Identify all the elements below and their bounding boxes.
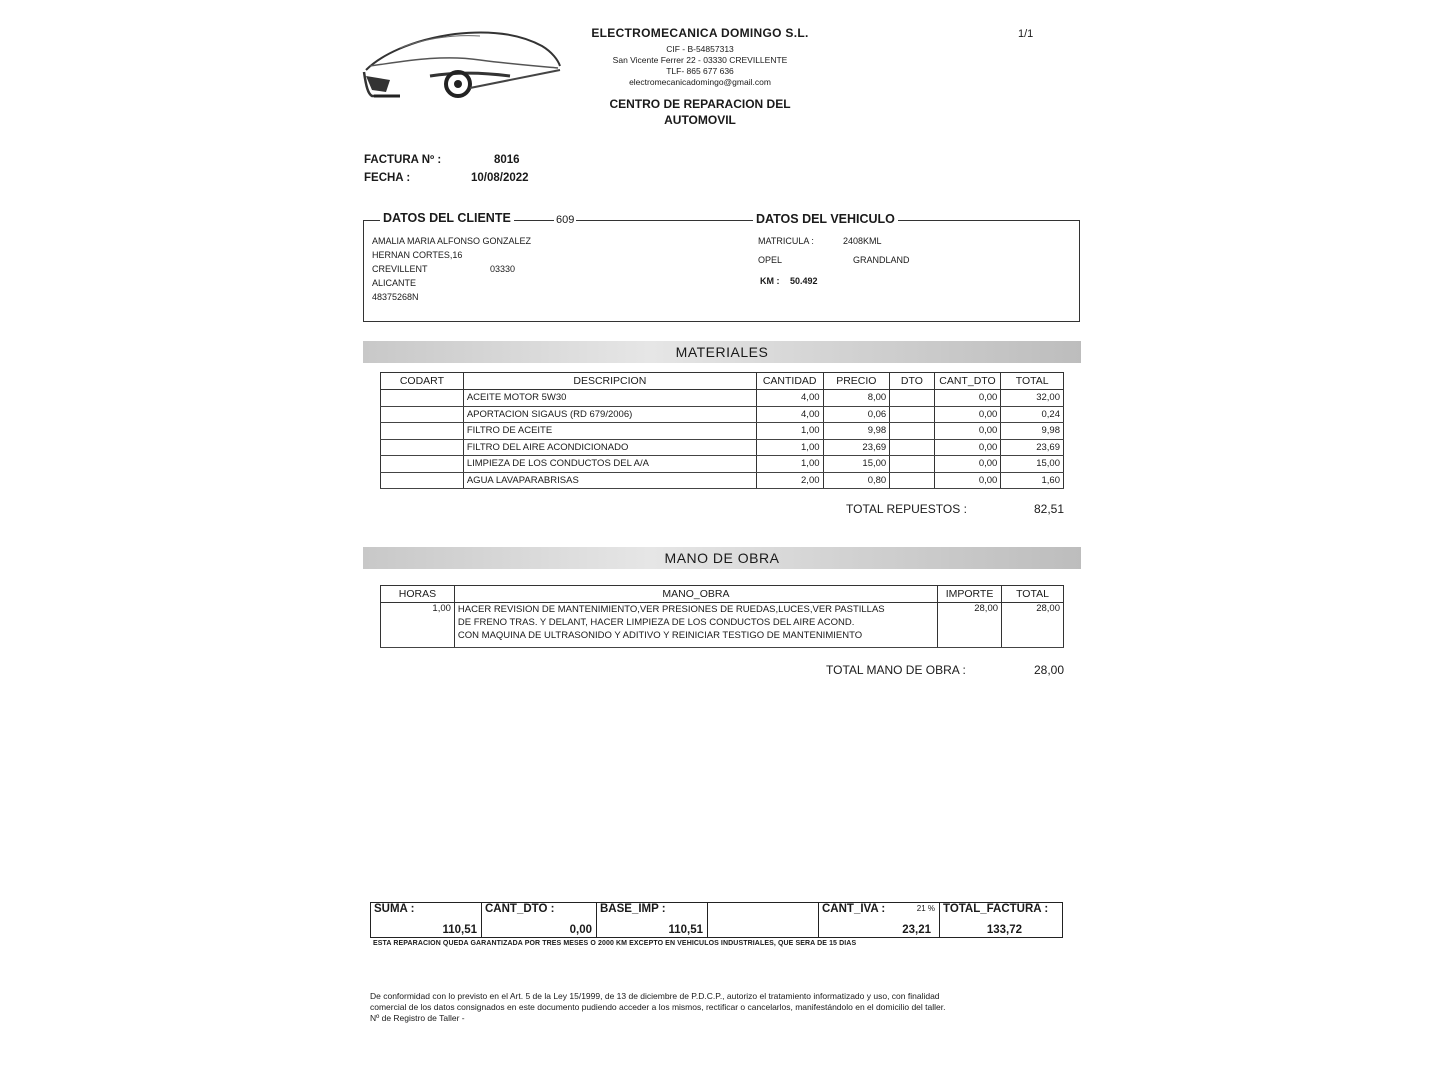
cant-dto-cell: 0,00 — [934, 406, 1001, 423]
cant-dto-cell: 0,00 — [934, 456, 1001, 473]
mano-obra-header-row — [381, 586, 1064, 603]
total-cell: 15,00 — [1001, 456, 1064, 473]
codart-cell — [381, 472, 464, 489]
fecha-value: 10/08/2022 — [471, 172, 529, 184]
total-cell: 1,60 — [1001, 472, 1064, 489]
company-name: ELECTROMECANICA DOMINGO S.L. — [591, 26, 809, 40]
base-imp-value: 110,51 — [668, 924, 703, 936]
col-importe: IMPORTE — [938, 586, 1002, 603]
dto-cell — [890, 456, 934, 473]
total-factura-label: TOTAL_FACTURA : — [943, 903, 1049, 915]
precio-cell: 0,80 — [823, 472, 890, 489]
precio-cell: 9,98 — [823, 423, 890, 440]
dto-cell — [890, 439, 934, 456]
codart-cell — [381, 406, 464, 423]
tagline-line-2: AUTOMOVIL — [664, 113, 736, 127]
total-repuestos-label: TOTAL REPUESTOS : — [846, 502, 967, 516]
descripcion-cell: ACEITE MOTOR 5W30 — [463, 390, 756, 407]
dto-cell — [890, 423, 934, 440]
precio-cell: 0,06 — [823, 406, 890, 423]
precio-cell: 23,69 — [823, 439, 890, 456]
cantidad-cell: 1,00 — [756, 439, 823, 456]
cliente-name: AMALIA MARIA ALFONSO GONZALEZ — [372, 236, 532, 246]
total-cell: 32,00 — [1001, 390, 1064, 407]
cliente-street: HERNAN CORTES,16 — [372, 250, 463, 260]
descripcion-cell: AGUA LAVAPARABRISAS — [463, 472, 756, 489]
cant-iva-cell — [819, 903, 940, 938]
base-imp-cell — [597, 903, 708, 938]
suma-cell — [371, 903, 482, 938]
horas-cell: 1,00 — [381, 603, 455, 648]
cliente-title: DATOS DEL CLIENTE — [380, 211, 514, 225]
legal-line-1: De conformidad con lo previsto en el Art. 5 de la Ley 15/1999, de 13 de diciembre de P.D.C.P., autorizo el tratamiento informatizado y uso, con finalidad — [370, 991, 940, 1001]
legal-notice — [370, 991, 1060, 1024]
company-phone: TLF- 865 677 636 — [666, 66, 734, 76]
table-row — [381, 423, 1064, 440]
mano-obra-line-1: HACER REVISION DE MANTENIMIENTO,VER PRESIONES DE RUEDAS,LUCES,VER PASTILLAS — [457, 604, 885, 615]
iva-percent: 21 % — [916, 904, 935, 913]
vehiculo-brand: OPEL — [758, 255, 783, 265]
dto-cell — [890, 390, 934, 407]
table-row — [381, 406, 1064, 423]
total-repuestos-value: 82,51 — [1034, 502, 1065, 516]
table-row — [381, 472, 1064, 489]
cant-dto-cell: 0,00 — [934, 423, 1001, 440]
total-mano-obra-value: 28,00 — [1034, 663, 1065, 677]
descripcion-cell: FILTRO DEL AIRE ACONDICIONADO — [463, 439, 756, 456]
cliente-nif: 48375268N — [372, 292, 419, 302]
cant-dto-label: CANT_DTO : — [485, 903, 555, 915]
descripcion-cell: APORTACION SIGAUS (RD 679/2006) — [463, 406, 756, 423]
cant-dto-cell: 0,00 — [934, 439, 1001, 456]
cantidad-cell: 1,00 — [756, 423, 823, 440]
table-row — [381, 390, 1064, 407]
mano-obra-description — [454, 603, 937, 648]
total-cell: 9,98 — [1001, 423, 1064, 440]
matricula-label: MATRICULA : — [758, 236, 814, 246]
factura-label: FACTURA Nº : — [364, 154, 442, 166]
importe-cell: 28,00 — [938, 603, 1002, 648]
cant-iva-value: 23,21 — [902, 924, 931, 936]
col-mano-obra: MANO_OBRA — [454, 586, 937, 603]
col-precio: PRECIO — [823, 373, 890, 390]
km-label: KM : — [760, 276, 780, 286]
total-factura-cell — [940, 903, 1063, 938]
cant-dto-cell: 0,00 — [934, 390, 1001, 407]
table-row — [381, 603, 1064, 648]
page-number: 1/1 — [1018, 28, 1034, 40]
cliente-province: ALICANTE — [372, 278, 417, 288]
cliente-code: 609 — [556, 214, 575, 226]
cantidad-cell: 4,00 — [756, 390, 823, 407]
company-email: electromecanicadomingo@gmail.com — [629, 77, 771, 87]
col-horas: HORAS — [381, 586, 455, 603]
summary-row — [371, 903, 1063, 938]
codart-cell — [381, 439, 464, 456]
total-factura-value: 133,72 — [986, 924, 1022, 936]
cantidad-cell: 2,00 — [756, 472, 823, 489]
cliente-city: CREVILLENT — [372, 264, 428, 274]
suma-label: SUMA : — [374, 903, 415, 915]
tagline-line-1: CENTRO DE REPARACION DEL — [609, 97, 791, 111]
legal-line-3: Nº de Registro de Taller - — [370, 1013, 465, 1023]
precio-cell: 8,00 — [823, 390, 890, 407]
fecha-label: FECHA : — [364, 172, 411, 184]
cant-dto-cell — [482, 903, 597, 938]
dto-cell — [890, 472, 934, 489]
company-tagline — [580, 96, 820, 128]
codart-cell — [381, 390, 464, 407]
descripcion-cell: FILTRO DE ACEITE — [463, 423, 756, 440]
materiales-header-row — [381, 373, 1064, 390]
cant-iva-label: CANT_IVA : — [822, 903, 886, 915]
total-cell: 23,69 — [1001, 439, 1064, 456]
company-address: San Vicente Ferrer 22 - 03330 CREVILLENTE — [612, 55, 788, 65]
car-logo-icon — [360, 26, 565, 104]
col-total: TOTAL — [1001, 373, 1064, 390]
cliente-postal: 03330 — [490, 264, 516, 274]
dto-cell — [890, 406, 934, 423]
total-cell: 0,24 — [1001, 406, 1064, 423]
col-codart: CODART — [381, 373, 464, 390]
suma-value: 110,51 — [442, 924, 477, 936]
base-imp-label: BASE_IMP : — [600, 903, 666, 915]
summary-table — [370, 902, 1063, 938]
vehiculo-model: GRANDLAND — [853, 255, 910, 265]
vehiculo-title: DATOS DEL VEHICULO — [753, 212, 898, 226]
materiales-table — [380, 372, 1064, 489]
codart-cell — [381, 423, 464, 440]
cant-dto-value: 0,00 — [569, 924, 592, 936]
title-rule — [520, 220, 540, 221]
km-value: 50.492 — [790, 276, 818, 286]
mano-obra-banner: MANO DE OBRA — [363, 547, 1081, 569]
legal-line-2: comercial de los datos consignados en este documento pudiendo acceder a los mismos, rectificar o cancelarlos, manifestándolo en el domicilio del taller. — [370, 1002, 946, 1012]
cant-dto-cell: 0,00 — [934, 472, 1001, 489]
mano-obra-line-2: DE FRENO TRAS. Y DELANT, HACER LIMPIEZA DE LOS CONDUCTOS DEL AIRE ACOND. — [457, 617, 855, 628]
cantidad-cell: 4,00 — [756, 406, 823, 423]
precio-cell: 15,00 — [823, 456, 890, 473]
col-descripcion: DESCRIPCION — [463, 373, 756, 390]
col-cantidad: CANTIDAD — [756, 373, 823, 390]
mano-obra-table — [380, 585, 1064, 648]
guarantee-note: ESTA REPARACION QUEDA GARANTIZADA POR TRES MESES O 2000 KM EXCEPTO EN VEHICULOS INDUSTRIALES, QUE SERA DE 15 DIAS — [373, 940, 857, 947]
table-row — [381, 456, 1064, 473]
table-row — [381, 439, 1064, 456]
company-cif: CIF - B-54857313 — [666, 44, 734, 54]
col-cant-dto: CANT_DTO — [934, 373, 1001, 390]
mano-obra-line-3: CON MAQUINA DE ULTRASONIDO Y ADITIVO Y REINICIAR TESTIGO DE MANTENIMIENTO — [457, 630, 863, 641]
matricula-value: 2408KML — [843, 236, 882, 246]
factura-value: 8016 — [494, 154, 520, 166]
total-mano-obra-label: TOTAL MANO DE OBRA : — [826, 663, 966, 677]
codart-cell — [381, 456, 464, 473]
descripcion-cell: LIMPIEZA DE LOS CONDUCTOS DEL A/A — [463, 456, 756, 473]
materiales-banner: MATERIALES — [363, 341, 1081, 363]
total-cell: 28,00 — [1002, 603, 1064, 648]
empty-cell — [708, 903, 819, 938]
cantidad-cell: 1,00 — [756, 456, 823, 473]
col-total: TOTAL — [1002, 586, 1064, 603]
col-dto: DTO — [890, 373, 934, 390]
